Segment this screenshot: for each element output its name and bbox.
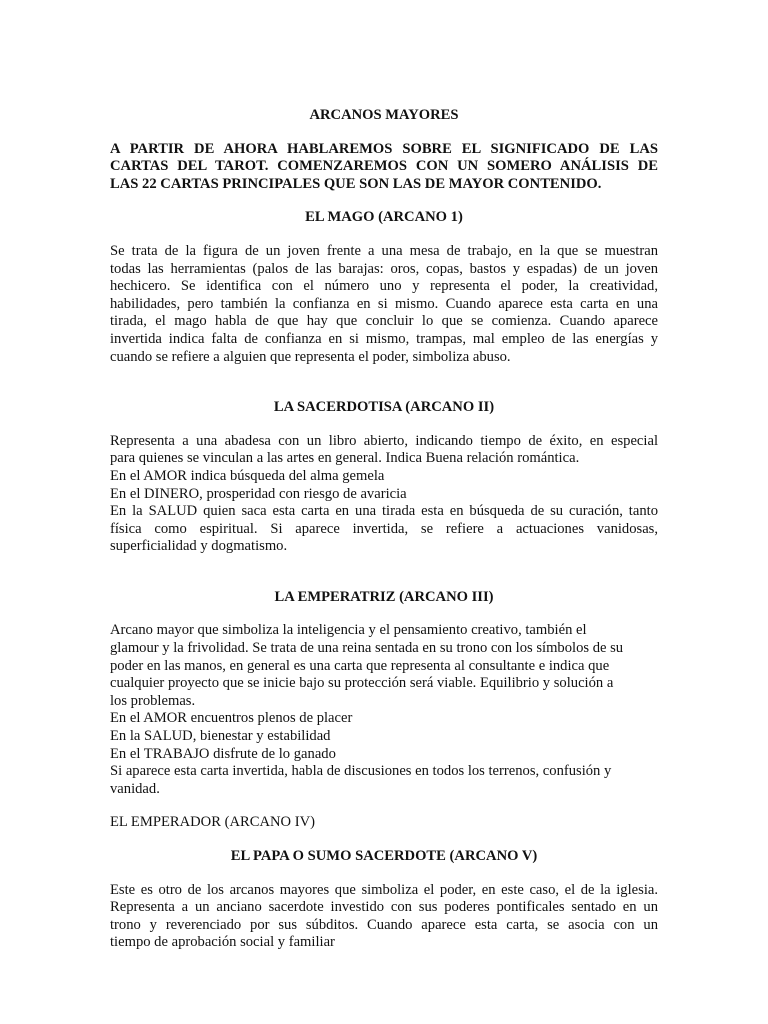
paragraph-line: En la SALUD, bienestar y estabilidad	[110, 728, 331, 745]
spacer	[110, 866, 658, 882]
paragraph-line: todas las herramientas (palos de las barajas: oros, copas, bastos y espadas) de un joven	[110, 260, 658, 277]
paragraph-line: cuando se refiere a alguien que representa el poder, simboliza abuso.	[110, 348, 511, 365]
paragraph-line: invertida indica falta de confianza en si mismo, trampas, mal empleo de las energías y	[110, 330, 658, 347]
section-heading-emperador: EL EMPERADOR (ARCANO IV)	[110, 814, 315, 831]
section-heading-mago: EL MAGO (ARCANO 1)	[305, 209, 463, 226]
paragraph-line: Representa a un anciano sacerdote investido con sus poderes pontificales sentado en un	[110, 899, 658, 916]
paragraph-line: En la SALUD quien saca esta carta en una tirada esta en búsqueda de su curación, tanto	[110, 503, 658, 520]
paragraph-line: glamour y la frivolidad. Se trata de una reina sentada en su trono con los símbolos de su	[110, 640, 624, 657]
spacer	[110, 193, 658, 209]
paragraph-line: vanidad.	[110, 780, 160, 797]
paragraph-line: habilidades, pero también la confianza en si mismo. Cuando aparece esta carta en una	[110, 295, 658, 312]
paragraph-line: trono y reverenciado por sus súbditos. Cuando aparece esta carta, se asocia con un	[110, 916, 658, 933]
intro-paragraph	[110, 141, 658, 194]
paragraph-line: Se trata de la figura de un joven frente a una mesa de trabajo, en la que se muestran	[110, 242, 658, 259]
paragraph-line: superficialidad y dogmatismo.	[110, 538, 288, 555]
paragraph-line: tiempo de aprobación social y familiar	[110, 934, 335, 951]
paragraph-line: para quienes se vinculan a las artes en general. Indica Buena relación romántica.	[110, 450, 580, 467]
paragraph-emperatriz	[110, 622, 658, 798]
section-heading-emperatriz: LA EMPERATRIZ (ARCANO III)	[274, 588, 494, 605]
paragraph-line: tirada, el mago habla de que hay que concluir lo que se comienza. Cuando aparece	[110, 313, 658, 330]
paragraph-papa	[110, 882, 658, 952]
paragraph-mago	[110, 243, 658, 366]
paragraph-line: los problemas.	[110, 692, 196, 709]
intro-line: LAS 22 CARTAS PRINCIPALES QUE SON LAS DE MAYOR CONTENIDO.	[110, 175, 602, 192]
paragraph-line: En el TRABAJO disfrute de lo ganado	[110, 745, 336, 762]
spacer	[110, 798, 658, 814]
document-title: ARCANOS MAYORES	[309, 107, 459, 123]
paragraph-line: hechicero. Se identifica con el número uno y representa el poder, la creatividad,	[110, 278, 658, 295]
paragraph-line: En el AMOR encuentros plenos de placer	[110, 710, 353, 727]
intro-line: CARTAS DEL TAROT. COMENZAREMOS CON UN SOMERO ANÁLISIS DE	[110, 158, 658, 175]
spacer	[110, 417, 658, 433]
paragraph-line: En el DINERO, prosperidad con riesgo de avaricia	[110, 485, 407, 502]
paragraph-line: poder en las manos, en general es una carta que representa al consultante e indica que	[110, 657, 610, 674]
spacer	[110, 125, 658, 141]
paragraph-line: física como espiritual. Si aparece invertida, se refiere a actuaciones vanidosas,	[110, 520, 658, 537]
paragraph-line: En el AMOR indica búsqueda del alma gemela	[110, 467, 385, 484]
spacer	[110, 832, 658, 848]
paragraph-line: cualquier proyecto que se inicie bajo su protección será viable. Equilibrio y solución a	[110, 675, 614, 692]
paragraph-line: Si aparece esta carta invertida, habla de discusiones en todos los terrenos, confusión y	[110, 763, 612, 780]
intro-line: A PARTIR DE AHORA HABLAREMOS SOBRE EL SIGNIFICADO DE LAS	[110, 140, 658, 157]
paragraph-line: Representa a una abadesa con un libro abierto, indicando tiempo de éxito, en especial	[110, 432, 658, 449]
spacer	[110, 366, 658, 399]
section-heading-sacerdotisa: LA SACERDOTISA (ARCANO II)	[273, 399, 495, 416]
spacer	[110, 606, 658, 622]
paragraph-line: Arcano mayor que simboliza la inteligencia y el pensamiento creativo, también el	[110, 622, 587, 639]
spacer	[110, 556, 658, 589]
paragraph-line: Este es otro de los arcanos mayores que simboliza el poder, en este caso, el de la iglesia.	[110, 881, 658, 898]
document-page	[110, 107, 658, 952]
spacer	[110, 227, 658, 243]
section-heading-papa: EL PAPA O SUMO SACERDOTE (ARCANO V)	[230, 848, 538, 864]
paragraph-sacerdotisa	[110, 433, 658, 556]
